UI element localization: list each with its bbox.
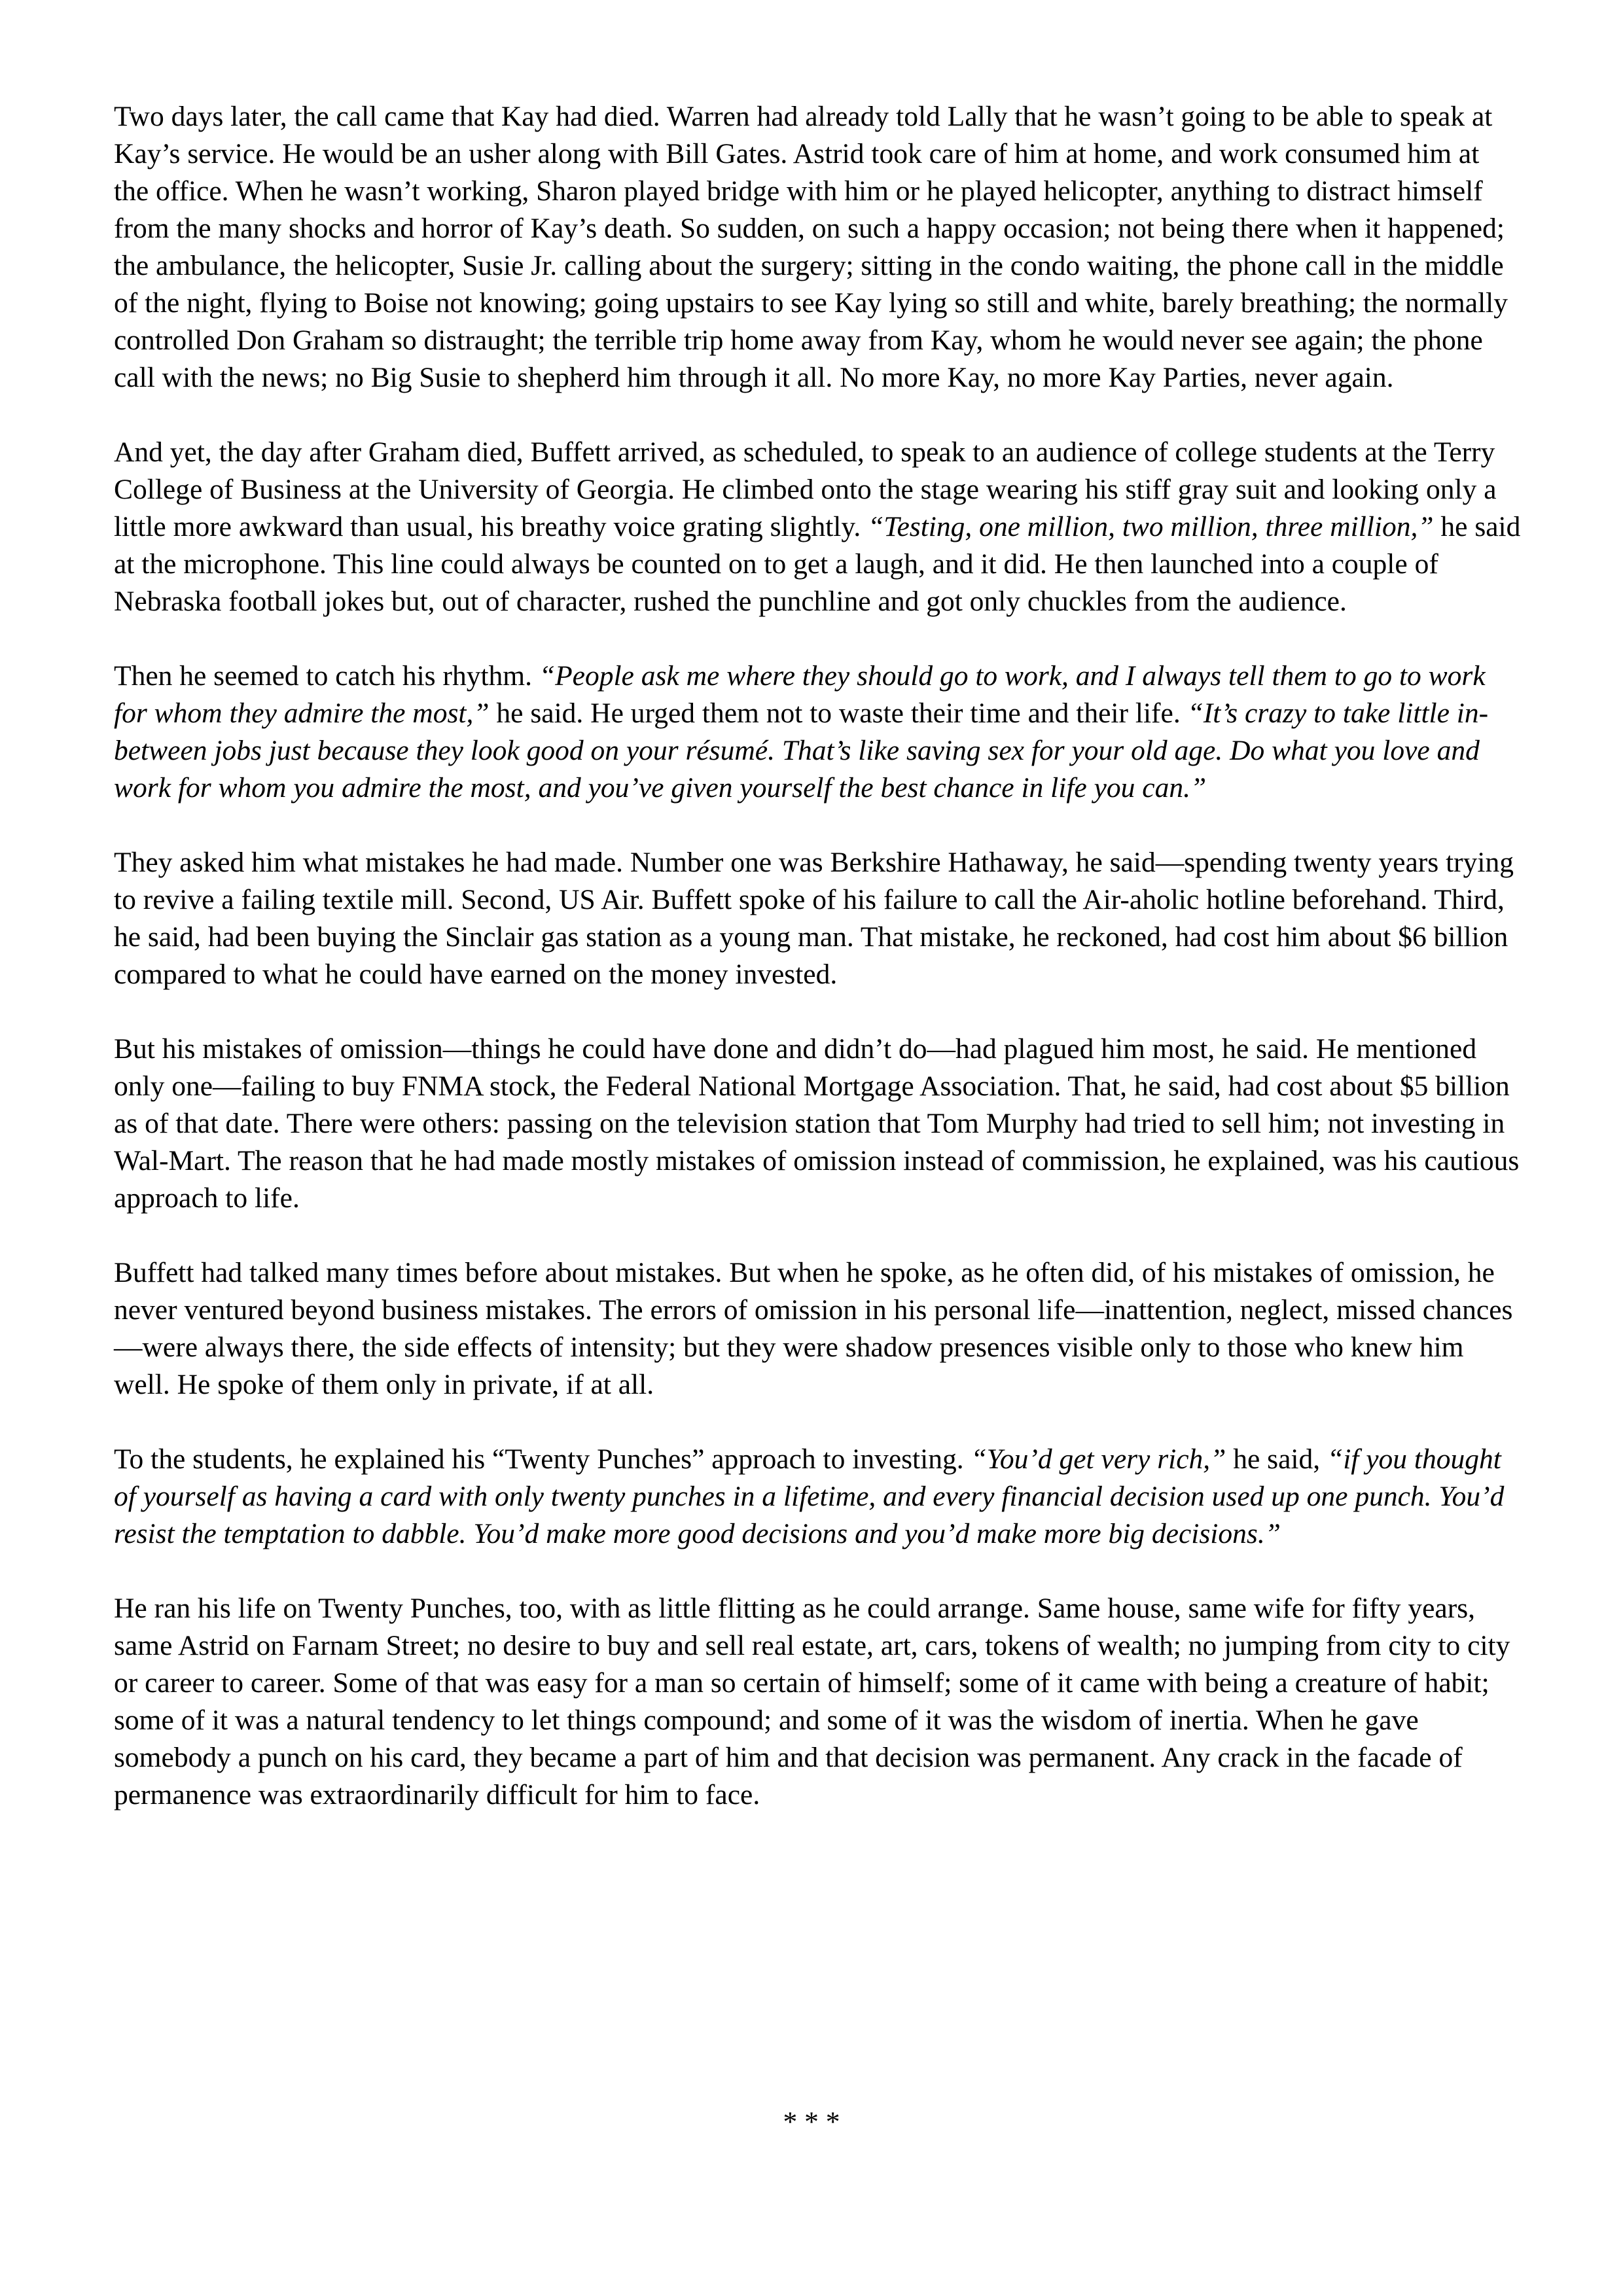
paragraph-7-text-a: To the students, he explained his “Twenty Punches” approach to investing. (114, 1443, 971, 1475)
paragraph-1-text: Two days later, the call came that Kay had died. Warren had already told Lally that he wasn’t going to be able to speak at Kay’s service. He would be an usher along with Bill Gates. Astrid took care of him at home, and work consumed him at the office. When he wasn’t working, Sharon played bridge with him or he played helicopter, anything to distract himself from the many shocks and horror of Kay’s death. So sudden, on such a happy occasion; not being there when it happened; the ambulance, the helicopter, Susie Jr. calling about the surgery; sitting in the condo waiting, the phone call in the middle of the night, flying to Boise not knowing; going upstairs to see Kay lying so still and white, barely breathing; the normally controlled Don Graham so distraught; the terrible trip home away from Kay, whom he would never see again; the phone call with the news; no Big Susie to shepherd him through it all. No more Kay, no more Kay Parties, never again. (114, 101, 1508, 393)
paragraph-2 (114, 434, 1521, 620)
paragraph-2-text-a: And yet, the day after Graham died, Buffett arrived, as scheduled, to speak to an audience of college students at the Terry College of Business at the University of Georgia. He climbed onto the stage wearing his stiff gray suit and looking only a little more awkward than usual, his breathy voice grating slightly. (114, 436, 1497, 542)
paragraph-1 (114, 98, 1521, 397)
paragraph-7-quote-a: “You’d get very rich,” (971, 1443, 1226, 1475)
paragraph-3 (114, 658, 1521, 807)
paragraph-3-text-a: Then he seemed to catch his rhythm. (114, 660, 539, 692)
paragraph-2-text-b: he said at the microphone. This line could always be counted on to get a laugh, and it did. He then launched into a couple of Nebraska football jokes but, out of character, rushed the punchline and got only chuckles from the audience. (114, 511, 1521, 617)
section-break: * * * (783, 2106, 840, 2138)
paragraph-6-text: Buffett had talked many times before about mistakes. But when he spoke, as he often did, of his mistakes of omission, he never ventured beyond business mistakes. The errors of omission in his personal life—inattention, neglect, missed chances—were always there, the side effects of intensity; but they were shadow presences visible only to those who knew him well. He spoke of them only in private, if at all. (114, 1257, 1513, 1400)
paragraph-3-quote-b: “It’s crazy to take little in-between jobs just because they look good on your résumé. That’s like saving sex for your old age. Do what you love and work for whom you admire the most, and you’ve given yourself the best chance in life you can.” (114, 698, 1489, 804)
paragraph-5 (114, 1031, 1521, 1217)
paragraph-8-text: He ran his life on Twenty Punches, too, with as little flitting as he could arrange. Same house, same wife for fifty years, same Astrid on Farnam Street; no desire to buy and sell real estate, art, cars, tokens of wealth; no jumping from city to city or career to career. Some of that was easy for a man so certain of himself; some of it came with being a creature of habit; some of it was a natural tendency to let things compound; and some of it was the wisdom of inertia. When he gave somebody a punch on his card, they became a part of him and that decision was permanent. Any crack in the facade of permanence was extraordinarily difficult for him to face. (114, 1593, 1510, 1810)
paragraph-7 (114, 1441, 1521, 1553)
paragraph-4 (114, 844, 1521, 993)
paragraph-8 (114, 1590, 1521, 1814)
paragraph-7-text-b: he said, (1226, 1443, 1328, 1475)
paragraph-3-text-b: he said. He urged them not to waste their time and their life. (489, 698, 1188, 729)
paragraph-6 (114, 1254, 1521, 1404)
paragraph-5-text: But his mistakes of omission—things he could have done and didn’t do—had plagued him most, he said. He mentioned only one—failing to buy FNMA stock, the Federal National Mortgage Association. That, he said, had cost about $5 billion as of that date. There were others: passing on the television station that Tom Murphy had tried to sell him; not investing in Wal-Mart. The reason that he had made mostly mistakes of omission instead of commission, he explained, was his cautious approach to life. (114, 1033, 1520, 1214)
document-body (114, 98, 1521, 1814)
paragraph-4-text: They asked him what mistakes he had made. Number one was Berkshire Hathaway, he said—spending twenty years trying to revive a failing textile mill. Second, US Air. Buffett spoke of his failure to call the Air-aholic hotline beforehand. Third, he said, had been buying the Sinclair gas station as a young man. That mistake, he reckoned, had cost him about $6 billion compared to what he could have earned on the money invested. (114, 847, 1514, 990)
paragraph-7-quote-b: “if you thought of yourself as having a card with only twenty punches in a lifetime, and every financial decision used up one punch. You’d resist the temptation to dabble. You’d make more good decisions and you’d make more big decisions.” (114, 1443, 1505, 1549)
paragraph-3-quote-a: “People ask me where they should go to work, and I always tell them to go to work for whom they admire the most,” (114, 660, 1486, 729)
paragraph-2-quote: “Testing, one million, two million, three million,” (868, 511, 1434, 542)
